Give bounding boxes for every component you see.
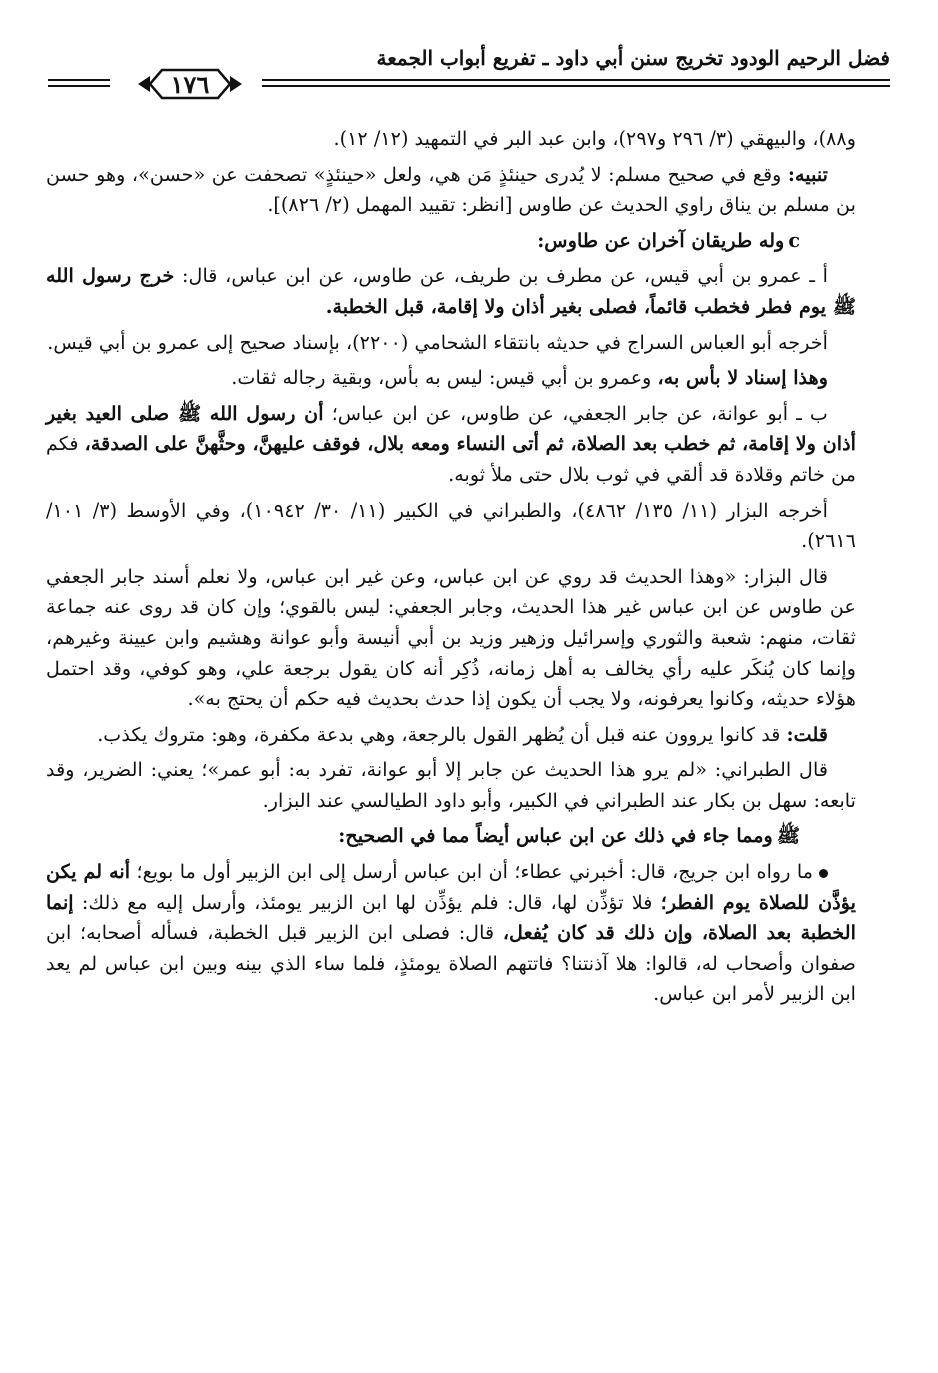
comment-label: قلت: <box>786 722 828 746</box>
paragraph-citation-continued: و٨٨)، والبيهقي (٣/ ٢٩٦ و٢٩٧)، وابن عبد البر في التمهيد (١٢/ ١٢). <box>333 127 856 150</box>
running-header <box>48 40 890 99</box>
bullet-c-icon: c <box>788 228 800 252</box>
paragraph-isnad-verdict: وهذا إسناد لا بأس به، وعمرو بن أبي قيس: ليس به بأس، وبقية رجاله ثقات. <box>231 366 828 390</box>
bullet-ornament-icon: ﷺ <box>776 824 800 848</box>
page-number-frame <box>136 66 244 102</box>
note-label: تنبيه: <box>787 162 828 186</box>
paragraph-ibn-jurayj: ما رواه ابن جريج، قال: أخبرني عطاء؛ أن ابن عباس أرسل إلى ابن الزبير أول ما بويع؛ أنه لم يكن يؤذَّن للصلاة يوم الفطر؛ فلا تؤذِّن لها، قال: فلم يؤذِّن لها ابن الزبير يومئذ، وأرسل إليه مع ذلك: إنما الخطبة بعد الصلاة، وإن ذلك قد كان يُفعل، قال: فصلى ابن الزبير قبل الخطبة، فسأله أصحابه؛ ابن صفوان وأصحاب له، قالوا: هلا آذنتنا؟ فاتتهم الصلاة يومئذٍ، فلما ساء الذي بينه وبين ابن عباس لم يعد ابن الزبير لأمر ابن عباس. <box>46 860 856 1006</box>
section-heading-sahih: ﷺومما جاء في ذلك عن ابن عباس أيضاً مما في الصحيح: <box>46 821 856 852</box>
bullet-dot-icon <box>819 869 828 878</box>
paragraph-bazzar-quote: قال البزار: «وهذا الحديث قد روي عن ابن عباس، وعن غير ابن عباس، ولا نعلم أسند جابر الجعفي عن طاوس عن ابن عباس غير هذا الحديث، وجابر الجعفي: ليس بالقوي؛ وإن كان قد روى عنه جماعة ثقات، منهم: شعبة والثوري وإسرائيل وزهير وزيد بن أبي أنيسة وأبو عوانة وهشيم وابن عيينة وغيرهم، وإنما كان يُنكَر عليه رأي يخالف به أهل زمانه، ذُكِر أنه كان يقول برجعة علي، وهو كوفي، وقد احتمل هؤلاء حديثه، وكانوا يعرفونه، ولا يجب أن يكون إذا حدث بحديث فيه حكم أن يحتج به». <box>46 564 856 711</box>
running-title: فضل الرحيم الودود تخريج سنن أبي داود ـ تفريع أبواب الجمعة <box>376 46 890 70</box>
paragraph-takhrij-b: أخرجه البزار (١١/ ١٣٥/ ٤٨٦٢)، والطبراني في الكبير (١١/ ٣٠/ ١٠٩٤٢)، وفي الأوسط (٣/ ١٠١/ ٢٦١٦). <box>46 498 856 553</box>
page-body <box>46 124 856 1015</box>
header-rule-right <box>262 79 890 87</box>
paragraph-tabarani-quote: قال الطبراني: «لم يرو هذا الحديث عن جابر إلا أبو عوانة، تفرد به: أبو عمر»؛ يعني: الضرير، وقد تابعه: سهل بن بكار عند الطبراني في الكبير، وأبو داود الطيالسي عند البزار. <box>46 758 856 812</box>
page-number: ١٧٦ <box>170 69 210 99</box>
paragraph-takhrij-a: أخرجه أبو العباس السراج في حديثه بانتقاء الشحامي (٢٢٠٠)، بإسناد صحيح إلى عمرو بن أبي قيس. <box>47 330 828 354</box>
section-heading-two-routes: cوله طريقان آخران عن طاوس: <box>46 226 856 257</box>
paragraph-route-a: أ ـ عمرو بن أبي قيس، عن مطرف بن طريف، عن طاوس، عن ابن عباس، قال: خرج رسول الله ﷺ يوم فطر فخطب قائماً، فصلى بغير أذان ولا إقامة، قبل الخطبة. <box>46 264 856 318</box>
header-rule <box>48 69 890 99</box>
header-rule-left <box>48 79 110 87</box>
paragraph-author-comment: قلت: قد كانوا يروون عنه قبل أن يُظهر القول بالرجعة، وهي بدعة مكفرة، وهو: متروك يكذب. <box>97 722 828 746</box>
paragraph-note: تنبيه: وقع في صحيح مسلم: لا يُدرى حينئذٍ مَن هي، ولعل «حينئذٍ» تصحفت عن «حسن»، وهو حسن بن مسلم بن يناق راوي الحديث عن طاوس [انظر: تقييد المهمل (٢/ ٨٢٦)]. <box>46 162 856 217</box>
paragraph-route-b: ب ـ أبو عوانة، عن جابر الجعفي، عن طاوس، عن ابن عباس؛ أن رسول الله ﷺ صلى العيد بغير أذان ولا إقامة، ثم خطب بعد الصلاة، ثم أتى النساء ومعه بلال، فوقف عليهنَّ، وحثَّهنَّ على الصدقة، فكم من خاتم وقلادة قد ألقي في ثوب بلال حتى ملأ ثوبه. <box>46 401 857 486</box>
